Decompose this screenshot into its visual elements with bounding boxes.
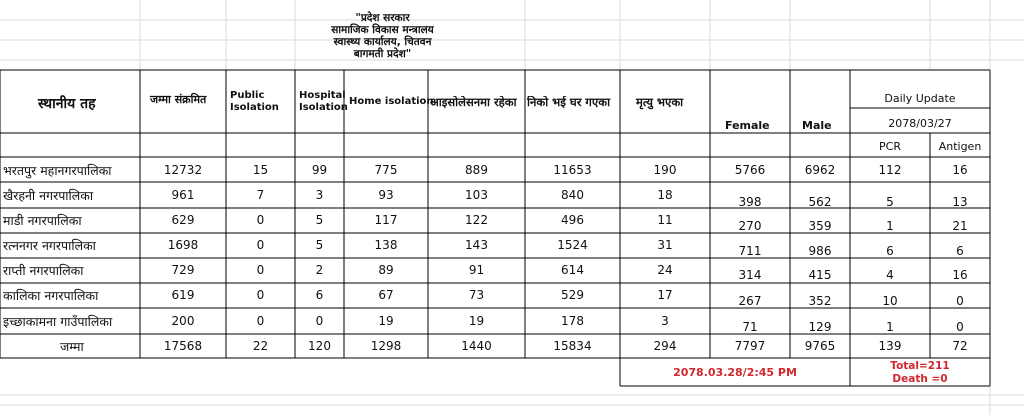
cell-total: 629	[171, 213, 195, 227]
footer-total: Total=211	[890, 360, 950, 372]
cell-male: 129	[808, 320, 832, 334]
cell-antigen: 0	[956, 320, 964, 334]
cell-antigen: 21	[952, 219, 968, 233]
header-public-isolation-2: Isolation	[230, 102, 279, 113]
cell-deaths: 17	[657, 288, 673, 302]
cell-isolation: 122	[465, 213, 488, 227]
cell-recovered: 178	[561, 314, 584, 328]
cell-female: 398	[738, 195, 762, 209]
cell-home: 19	[378, 314, 394, 328]
total-public: 22	[252, 339, 269, 353]
total-isolation: 1440	[461, 339, 492, 353]
cell-male: 6962	[804, 163, 836, 177]
cell-antigen: 0	[956, 294, 964, 308]
cell-isolation: 73	[468, 288, 485, 302]
cell-recovered: 11653	[553, 163, 592, 177]
total-hospital: 120	[308, 339, 331, 353]
cell-deaths: 190	[653, 163, 677, 177]
cell-isolation: 889	[465, 163, 488, 177]
cell-public: 15	[252, 163, 269, 177]
cell-total: 619	[171, 288, 195, 302]
row-name: खैरहनी नगरपालिका	[3, 188, 94, 203]
cell-antigen: 13	[952, 195, 968, 209]
row-name: रत्ननगर नगरपालिका	[3, 238, 96, 253]
cell-isolation: 19	[468, 314, 485, 328]
cell-hospital: 5	[315, 238, 324, 252]
header-pcr: PCR	[879, 140, 901, 153]
header-daily-date: 2078/03/27	[888, 117, 952, 130]
cell-pcr: 6	[886, 244, 894, 258]
title-line-2: सामाजिक विकास मन्त्रालय	[331, 24, 434, 36]
total-total: 17568	[163, 339, 203, 353]
cell-male: 352	[808, 294, 832, 308]
row-name: राप्ती नगरपालिका	[3, 263, 84, 278]
title-line-3: स्वास्थ्य कार्यालय, चितवन	[333, 36, 432, 48]
cell-male: 986	[808, 244, 832, 258]
cell-home: 67	[378, 288, 394, 302]
total-female: 7797	[734, 339, 766, 353]
cell-recovered: 614	[561, 263, 584, 277]
cell-hospital: 2	[315, 263, 324, 277]
cell-home: 117	[374, 213, 398, 227]
cell-public: 7	[256, 188, 265, 202]
cell-home: 89	[378, 263, 394, 277]
cell-isolation: 143	[465, 238, 488, 252]
cell-pcr: 1	[886, 219, 894, 233]
cell-antigen: 16	[952, 268, 968, 282]
cell-public: 0	[256, 213, 265, 227]
header-deaths: मृत्यु भएका	[636, 95, 684, 109]
header-local-level: स्थानीय तह	[38, 96, 96, 112]
header-home-isolation: Home isolation	[349, 96, 434, 107]
cell-female: 5766	[734, 163, 766, 177]
header-in-isolation: आइसोलेसनमा रहेका	[430, 96, 517, 108]
title-line-4: बागमती प्रदेश"	[353, 48, 412, 60]
cell-pcr: 4	[886, 268, 894, 282]
cell-pcr: 1	[886, 320, 894, 334]
cell-female: 270	[738, 219, 762, 233]
cell-total: 961	[171, 188, 195, 202]
cell-pcr: 10	[882, 294, 898, 308]
cell-isolation: 91	[468, 263, 485, 277]
cell-total: 12732	[163, 163, 203, 177]
cell-total: 200	[171, 314, 195, 328]
total-pcr: 139	[878, 339, 902, 353]
cell-male: 359	[808, 219, 832, 233]
row-name: इच्छाकामना गाउँपालिका	[3, 314, 113, 329]
cell-hospital: 5	[315, 213, 324, 227]
cell-male: 415	[808, 268, 832, 282]
cell-pcr: 5	[886, 195, 894, 209]
cell-recovered: 529	[561, 288, 584, 302]
cell-hospital: 6	[315, 288, 324, 302]
cell-female: 711	[738, 244, 762, 258]
cell-female: 71	[742, 320, 758, 334]
header-recovered: निको भई घर गएका	[527, 96, 611, 108]
header-total-infected: जम्मा संक्रमित	[150, 93, 207, 106]
row-name: भरतपुर महानगरपालिका	[3, 163, 112, 178]
header-hospital-isolation-1: Hospital	[299, 90, 346, 101]
total-deaths: 294	[653, 339, 677, 353]
total-male: 9765	[804, 339, 836, 353]
cell-public: 0	[256, 314, 265, 328]
cell-total: 729	[171, 263, 195, 277]
total-antigen: 72	[952, 339, 968, 353]
row-name: कालिका नगरपालिका	[3, 288, 99, 303]
cell-public: 0	[256, 263, 265, 277]
cell-total: 1698	[167, 238, 199, 252]
total-home: 1298	[370, 339, 402, 353]
cell-antigen: 6	[956, 244, 964, 258]
cell-public: 0	[256, 288, 265, 302]
cell-recovered: 1524	[557, 238, 588, 252]
title-line-1: "प्रदेश सरकार	[355, 12, 410, 24]
cell-public: 0	[256, 238, 265, 252]
row-name: माडी नगरपालिका	[3, 213, 82, 228]
cell-home: 138	[374, 238, 398, 252]
cell-deaths: 31	[657, 238, 673, 252]
cell-hospital: 99	[311, 163, 328, 177]
cell-deaths: 18	[657, 188, 673, 202]
cell-recovered: 496	[561, 213, 584, 227]
cell-home: 775	[374, 163, 398, 177]
header-public-isolation-1: Public	[230, 90, 265, 101]
cell-deaths: 11	[657, 213, 673, 227]
cell-isolation: 103	[465, 188, 488, 202]
totals-label: जम्मा	[60, 339, 84, 354]
header-antigen: Antigen	[938, 140, 982, 153]
footer-timestamp: 2078.03.28/2:45 PM	[673, 366, 797, 379]
cell-home: 93	[378, 188, 394, 202]
total-recovered: 15834	[553, 339, 592, 353]
cell-pcr: 112	[878, 163, 902, 177]
cell-deaths: 3	[661, 314, 669, 328]
cell-hospital: 3	[315, 188, 324, 202]
header-daily-update: Daily Update	[884, 92, 956, 105]
cell-female: 267	[738, 294, 762, 308]
header-female: Female	[725, 119, 770, 132]
cell-antigen: 16	[952, 163, 968, 177]
footer-death: Death =0	[892, 373, 948, 385]
cell-female: 314	[738, 268, 762, 282]
cell-recovered: 840	[561, 188, 584, 202]
header-hospital-isolation-2: Isolation	[299, 102, 348, 113]
cell-male: 562	[808, 195, 832, 209]
cell-deaths: 24	[657, 263, 673, 277]
cell-hospital: 0	[315, 314, 324, 328]
header-male: Male	[802, 119, 832, 132]
